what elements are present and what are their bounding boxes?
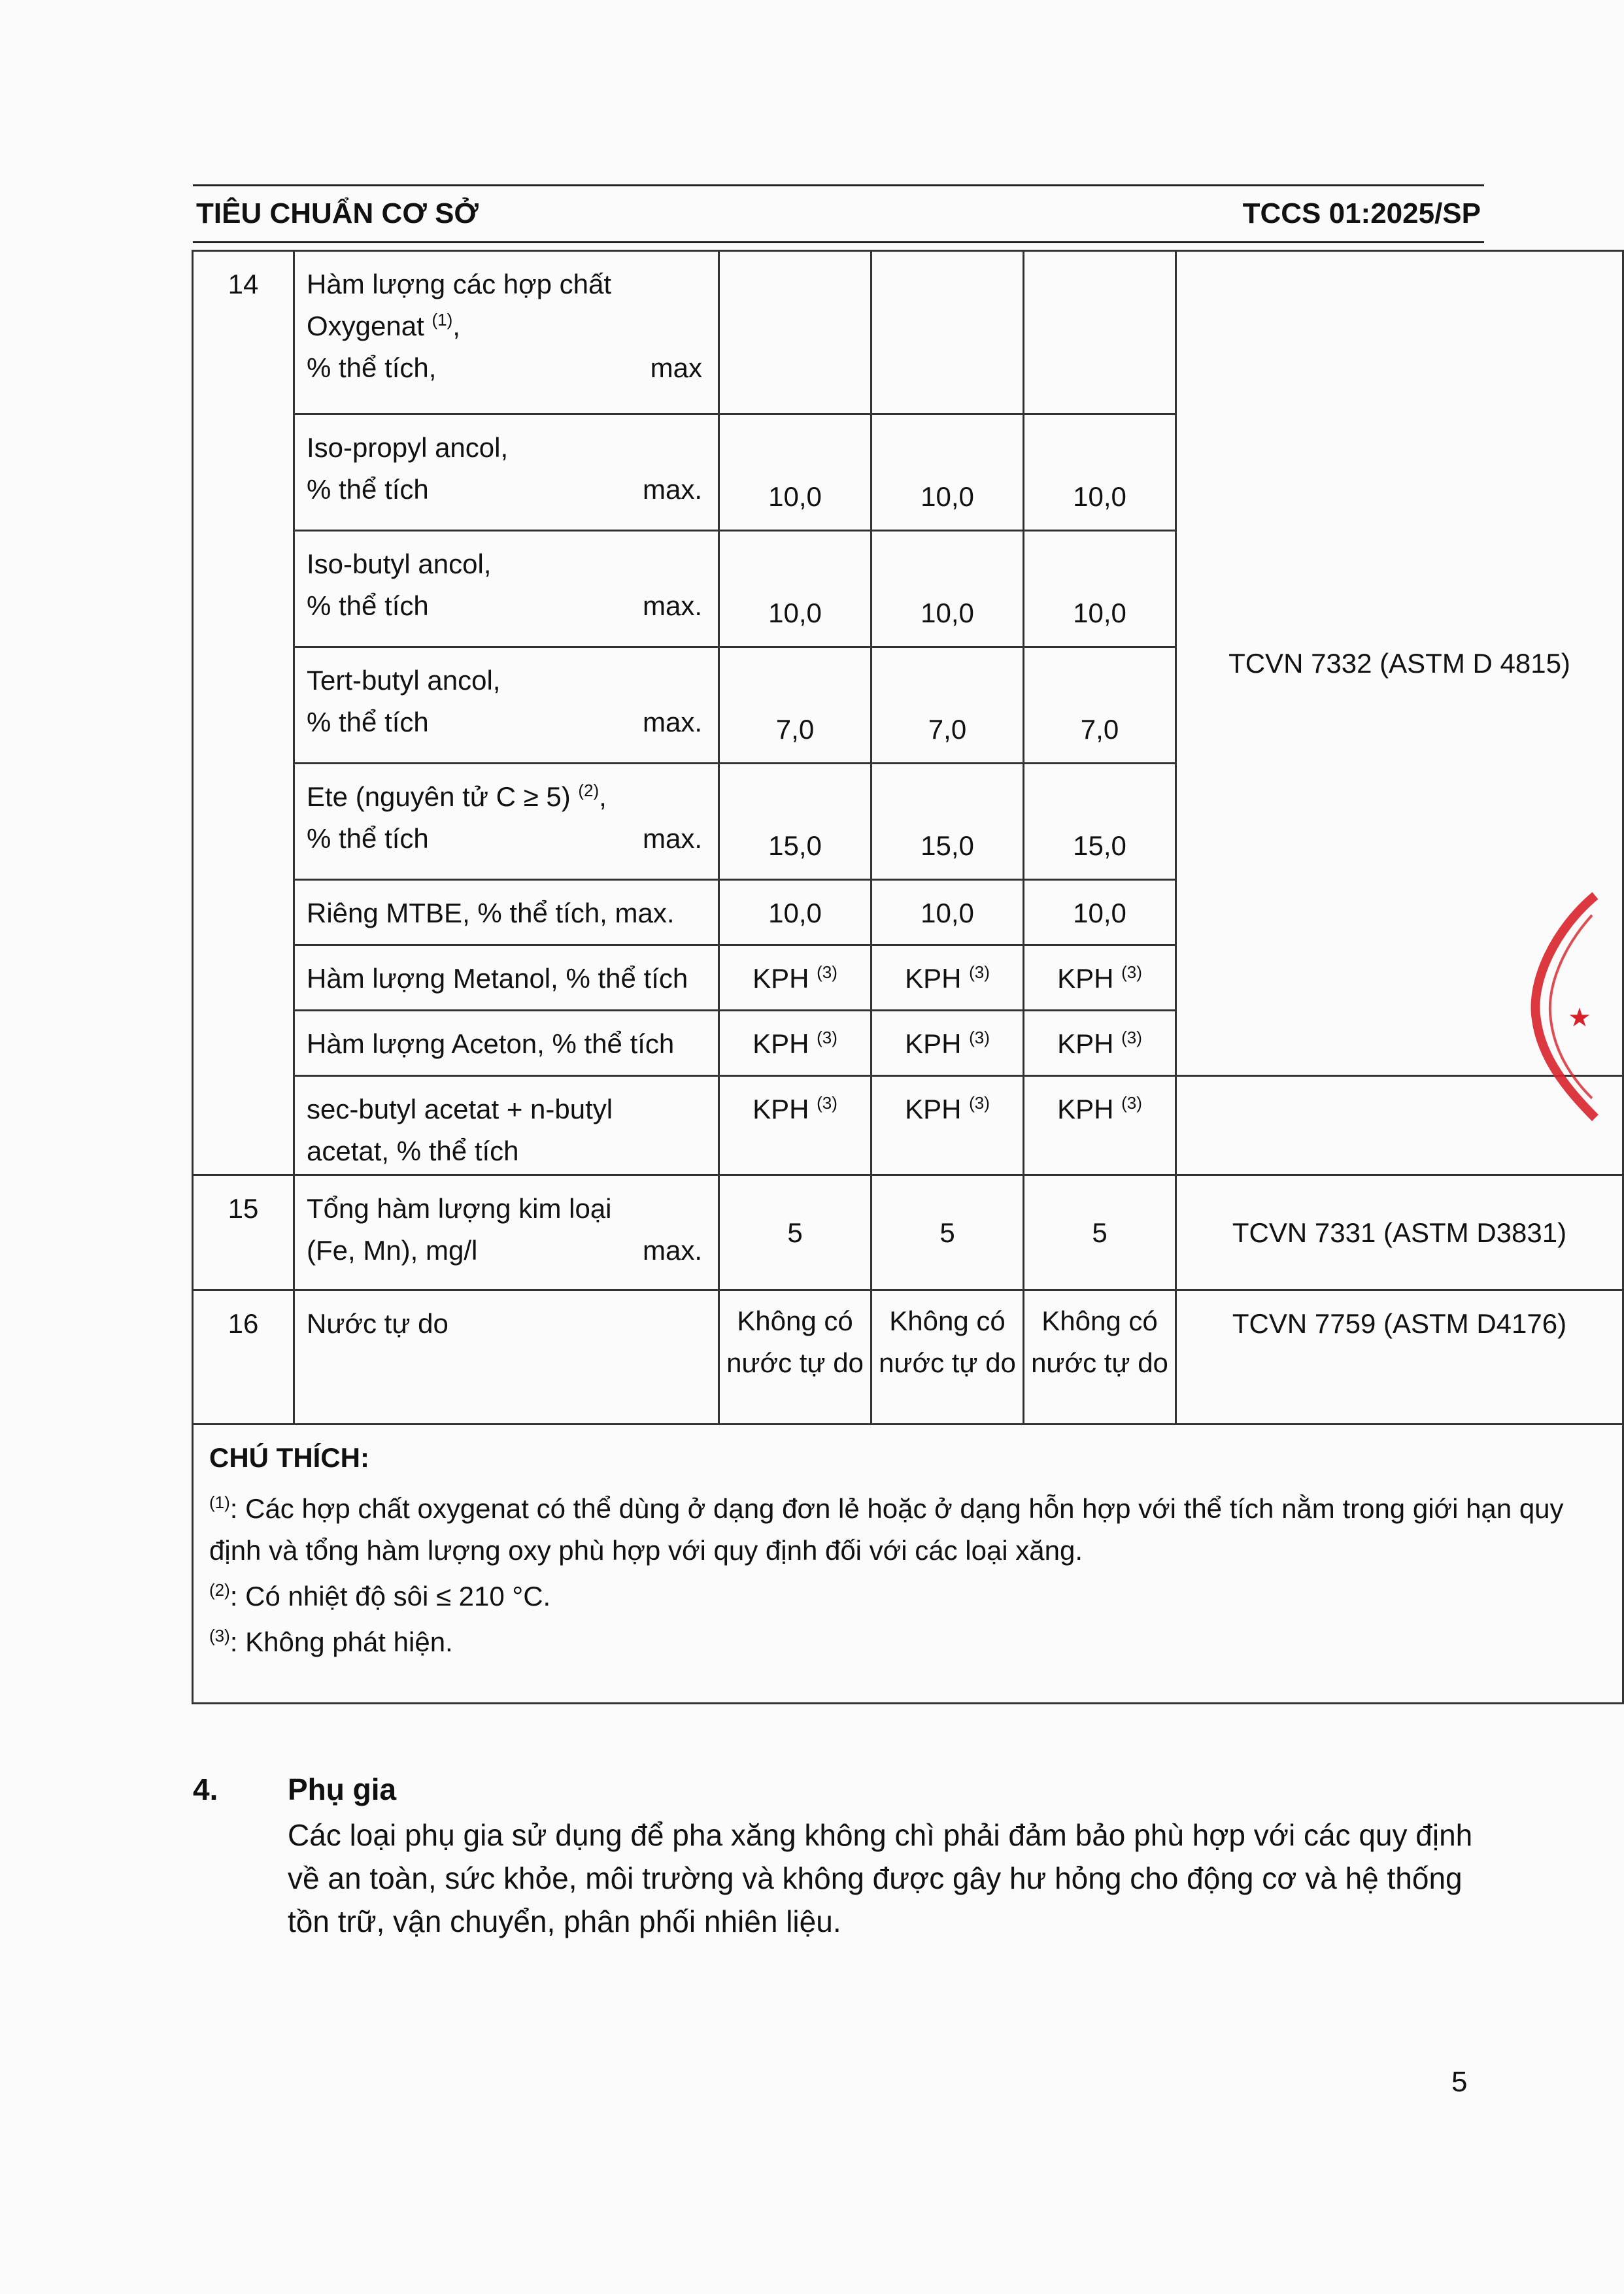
parameter-subtitle: Oxygenat — [307, 311, 424, 341]
value-cell: KPH $^{(3)}$ — [1024, 945, 1176, 1011]
note-item: $^{(1)}$: Các hợp chất oxygenat có thể dùng ở dạng đơn lẻ hoặc ở dạng hỗn hợp với thể tích nằm trong giới hạn quy định và tổng hàm lượng oxy phù hợp với quy định đối với các loại xăng. — [209, 1493, 1564, 1566]
value-cell: Không có nước tự do — [719, 1290, 871, 1425]
value-cell: 15,0 — [719, 764, 871, 880]
header-standard-label: TIÊU CHUẨN CƠ SỞ — [196, 197, 479, 229]
header-standard-code: TCCS 01:2025/SP — [1242, 197, 1481, 229]
table-row — [193, 1175, 1623, 1290]
value-cell: KPH $^{(3)}$ — [719, 1011, 871, 1076]
table-row — [193, 1076, 1623, 1175]
value-cell: 10,0 — [719, 531, 871, 647]
footnote-ref: (1) — [431, 310, 453, 329]
section-4 — [193, 1772, 1500, 1943]
value-cell: 15,0 — [871, 764, 1024, 880]
parameter-cell: Tert-butyl ancol, % thể tích max. — [294, 647, 719, 764]
value-cell: 10,0 — [871, 880, 1024, 945]
value-cell: 10,0 — [719, 414, 871, 531]
notes-row — [193, 1425, 1623, 1704]
note-item: $^{(2)}$: Có nhiệt độ sôi ≤ 210 °C. — [209, 1580, 551, 1611]
value-cell: 5 — [1024, 1175, 1176, 1290]
value-cell: KPH $^{(3)}$ — [871, 1011, 1024, 1076]
parameter-cell: Hàm lượng Metanol, % thể tích — [294, 945, 719, 1011]
test-method: TCVN 7332 (ASTM D 4815) — [1176, 251, 1623, 1076]
value-cell: KPH $^{(3)}$ — [871, 945, 1024, 1011]
parameter-cell: Riêng MTBE, % thể tích, max. — [294, 880, 719, 945]
note-item: $^{(3)}$: Không phát hiện. — [209, 1626, 453, 1657]
section-title: Phụ gia — [288, 1772, 397, 1806]
value-cell: 10,0 — [871, 531, 1024, 647]
row-number: 15 — [193, 1175, 294, 1290]
parameter-cell: Iso-butyl ancol, % thể tích max. — [294, 531, 719, 647]
notes-cell — [193, 1425, 1623, 1704]
value-cell: KPH $^{(3)}$ — [871, 1076, 1024, 1175]
value-cell: KPH $^{(3)}$ — [719, 945, 871, 1011]
parameter-cell: Hàm lượng Aceton, % thể tích — [294, 1011, 719, 1076]
parameter-title: Hàm lượng các hợp chất — [307, 269, 612, 299]
value-cell: 7,0 — [1024, 647, 1176, 764]
value-cell: 10,0 — [871, 414, 1024, 531]
test-method: TCVN 7331 (ASTM D3831) — [1176, 1175, 1623, 1290]
parameter-cell: Nước tự do — [294, 1290, 719, 1425]
value-cell: 10,0 — [1024, 880, 1176, 945]
value-cell: 7,0 — [719, 647, 871, 764]
svg-text:★: ★ — [1568, 1003, 1591, 1033]
table-row — [193, 251, 1623, 414]
section-body: Các loại phụ gia sử dụng để pha xăng không chì phải đảm bảo phù hợp với các quy định về an toàn, sức khỏe, môi trường và không được gây hư hỏng cho động cơ và hệ thống tồn trữ, vận chuyển, phân phối nhiên liệu. — [288, 1818, 1473, 1938]
parameter-cell: Hàm lượng các hợp chất Oxygenat $^{(1)}$, % thể tích, max — [294, 251, 719, 414]
value-cell: Không có nước tự do — [1024, 1290, 1176, 1425]
page-number: 5 — [1451, 2066, 1468, 2098]
parameter-cell: sec-butyl acetat + n-butyl acetat, % thể tích — [294, 1076, 719, 1175]
red-seal-stamp — [1517, 889, 1602, 1124]
value-cell: 10,0 — [719, 880, 871, 945]
parameter-cell: Tổng hàm lượng kim loại (Fe, Mn), mg/l max. — [294, 1175, 719, 1290]
table-row — [193, 1290, 1623, 1425]
value-cell: 7,0 — [871, 647, 1024, 764]
section-number: 4. — [193, 1772, 218, 1806]
value-cell: KPH $^{(3)}$ — [719, 1076, 871, 1175]
value-cell: 10,0 — [1024, 531, 1176, 647]
unit-label: % thể tích, — [307, 352, 437, 383]
value-cell: KPH $^{(3)}$ — [1024, 1011, 1176, 1076]
footnote-ref: (2) — [578, 781, 600, 800]
limit-label: max — [650, 352, 702, 383]
test-method: TCVN 7759 (ASTM D4176) — [1176, 1290, 1623, 1425]
value-cell: 5 — [719, 1175, 871, 1290]
spec-table — [192, 250, 1624, 1704]
parameter-cell: Iso-propyl ancol, % thể tích max. — [294, 414, 719, 531]
value-cell: KPH $^{(3)}$ — [1024, 1076, 1176, 1175]
row-number: 14 — [193, 251, 294, 1175]
row-number: 16 — [193, 1290, 294, 1425]
parameter-cell: Ete (nguyên tử C ≥ 5) $^{(2)}$, % thể tích max. — [294, 764, 719, 880]
page-header — [193, 184, 1484, 243]
value-cell: 5 — [871, 1175, 1024, 1290]
notes-title: CHÚ THÍCH: — [209, 1442, 369, 1473]
value-cell: 10,0 — [1024, 414, 1176, 531]
value-cell: Không có nước tự do — [871, 1290, 1024, 1425]
value-cell: 15,0 — [1024, 764, 1176, 880]
